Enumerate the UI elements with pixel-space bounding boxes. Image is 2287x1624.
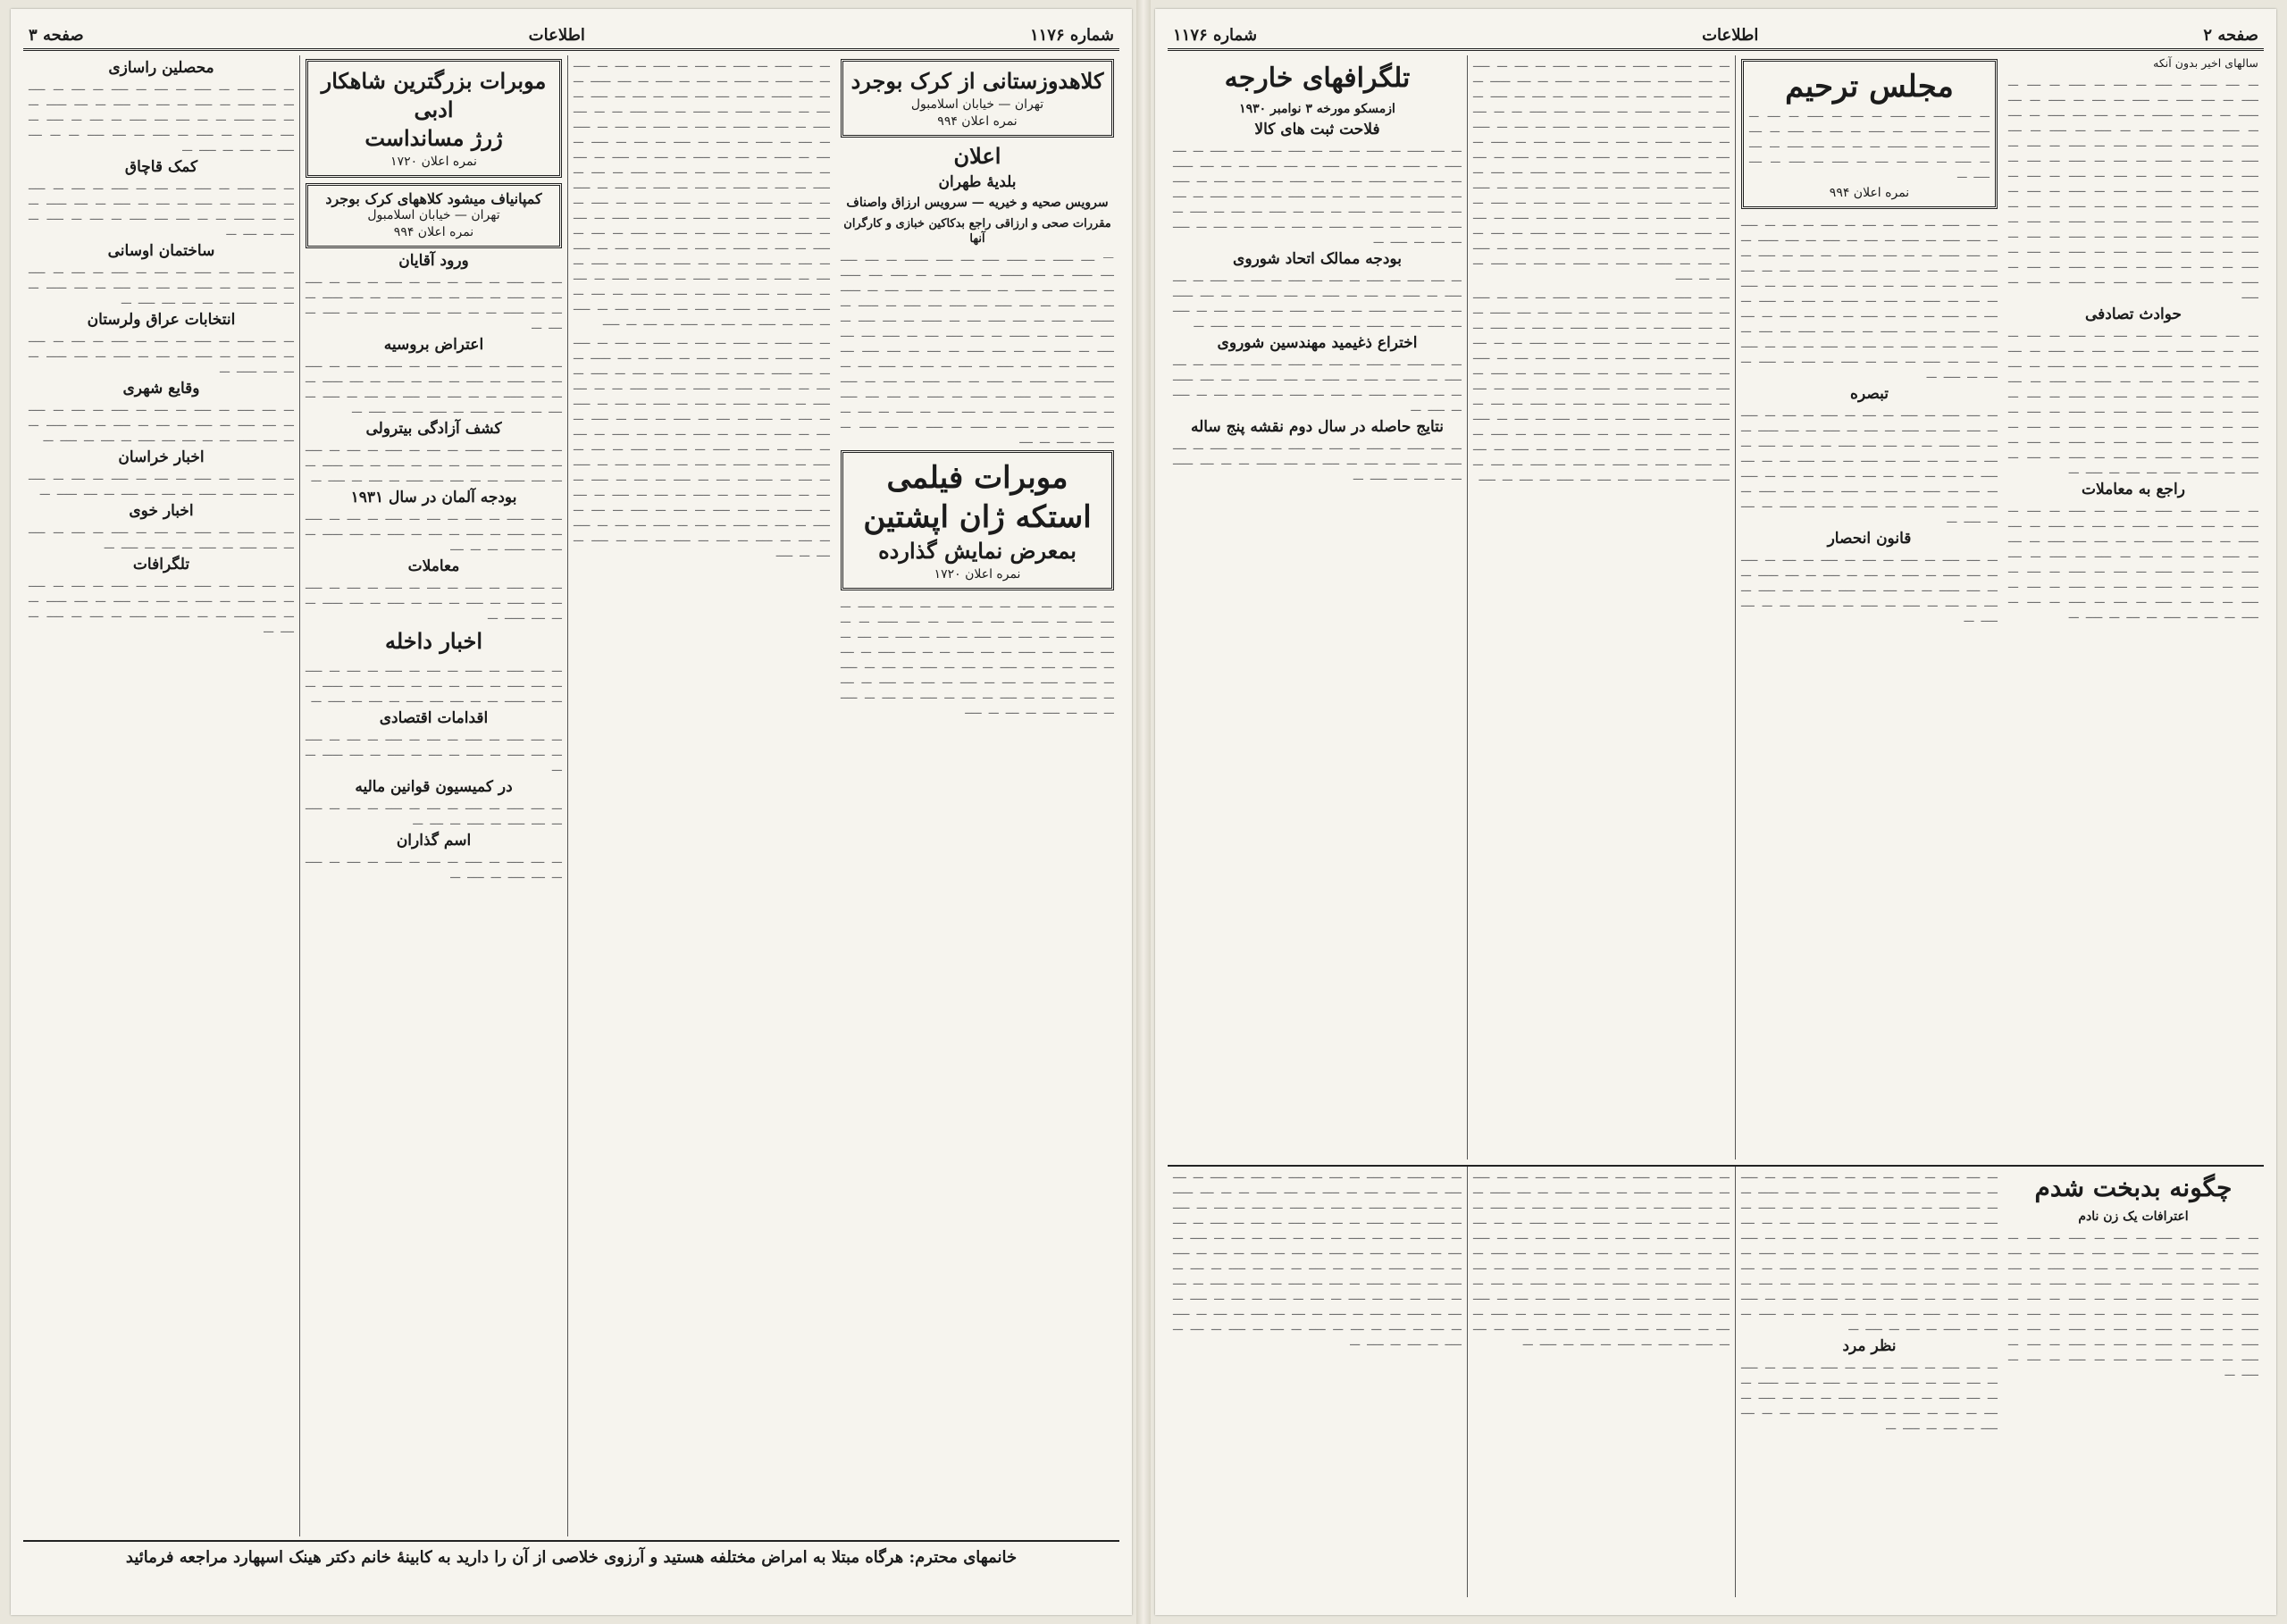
body-text: ـــ ــــ ـــــ ـــ ـــــ ـــ ــــ ـــ ـــــ ـــ ــــ ـــ ـــــ ـــ ــــ ـــــ ـــ ـــــ ـــ bbox=[306, 852, 562, 881]
body-text: ـــ ــــ ـــــ ـــ ـــــ ـــ ــــ ـــ ـــــ ـــ ــــ ـــ ـــــ ـــ ــــ ـــــ ـــ ـــــ ـــ ــــ ـــ ـــــ ـــ ــــ ــــــ ـــ bbox=[29, 469, 294, 498]
body-text: ـــ ــــ ـــــ ـــ ـــــ ـــ ــــ ـــ ـــــ ـــ ــــ ـــ ـــــ ـــ ــــ ـــــ ـــ ـــــ ـــ ــــ ـــ ـــــ ـــ ــــ ــــــ ـــ ـــ ــــ ــــــ ـــ ـــ ــــ ــــ ـــــ ـــ ــــ ـــ ـــــ ـــ ــــ ـــ ــــ ـــ ـــــ ـــ ـــــ ـــ ــــ ـــــ ـــ bbox=[306, 356, 562, 415]
story-column-4 bbox=[1168, 1167, 1467, 1597]
film-advert-subtitle: بمعرض نمایش گذارده bbox=[878, 538, 1076, 564]
body-text: ـــ ــــ ـــــ ـــ ـــــ ـــ ــــ ـــ ـــــ ـــ ــــ ـــ ـــــ ـــ ــــ ـــــ ـــ ـــــ ـــ ــــ ـــ ـــــ ـــ ــــ ــــــ ـــ ـــ ــــ ــــــ ـــ ـــ ــــ ــــ ـــــ ـــ ــــ ـــ ـــــ ـــ ــــ ـــ ــــ ـــ ـــــ ـــ ـــــ ـــ bbox=[1173, 355, 1462, 414]
page-number: صفحه ۳ bbox=[29, 25, 84, 45]
body-text: ـــ ــــ ـــــ ـــ ـــــ ـــ ــــ ـــ ـــــ ـــ ــــ ـــ ـــــ ـــ ــــ ـــــ ـــ ـــــ ـــ ــــ ـــ ـــــ ـــ ــــ ــــــ ـــ ـــ ــــ ــــــ ـــ ـــ ــــ ــــ ـــــ ـــ ــــ ـــ ـــــ ـــ ــــ ـــ ــــ ـــ ـــــ ـــ ـــــ ـــ ــــ ـــــ ـــ ـــ ــــ ـــــ ـــ ــــ ـــ ـــــ ـــ ــــ ـــ ـــــ ـــ ــــ ـــ ـــــ ـــ ــــ ـــ ـــــ ـــ ــــ ـــ ـــــ ـــ ــــ ـــ ـــــ ـــ ــــ ـــ ـــــ ـــ ــــ ـــ ـــــ ـــ ــــ ـــ ـــــ ـــ ــــ ـــ ـــــ ـــ ــــ ـــ ـــــ ـــ ــــ ـــ ـــــ ـــ ــــ ـــ ـــــ ـــ ــــ ـــ ـــــ ـــ ــــ ـــ ـــــ ـــ ــــ ـــ ـــــ ـــ ــــ ـــ ـــــ ـــ ــــ ـــ ـــــ ـــ ــــ ـــ ـــــ ـــ ــــ ـــ ـــــ ـــ ــــ ـــ ـــــ ـــ ــــ ـــ ـــــ ـــ ــــ ـــ ـــــ ـــ ــــ ـــ ـــــ ـــ ــــ ـــ ـــــ ـــ ــــ ـــ ـــــ ـــ ــــ ـــ ـــــ ـــ ــــ ـــ ـــــ ـــ ــــ ـــ ـــــ ـــ ــــ ـــ ـــــ ـــ ــــ ـــ ـــــ ـــ ــــ ـــ ـــــ ـــ ــــ ـــ ـــــ bbox=[1473, 56, 1730, 282]
section-heading: وقایع شهری bbox=[122, 380, 200, 398]
literary-advert-title: موبرات بزرگترین شاهکار ادبی bbox=[321, 68, 547, 122]
section-heading: ساختمان اوسانی bbox=[107, 242, 215, 260]
body-text: ـــ ــــ ـــــ ـــ ـــــ ـــ ــــ ـــ ـــــ ـــ ــــ ـــ ـــــ ـــ ــــ ـــــ ـــ ـــــ ـــ ــــ ـــ ـــــ ـــ ــــ ــــــ ـــ ـــ ــــ ــــــ ـــ ـــ ــــ ــــ ـــــ ـــ ــــ ـــ ـــــ ـــ ــــ ـــ ــــ ـــ ـــــ ـــ ـــــ ـــ ــــ ـــــ ـــ ـــ ــــ ـــــ ـــ ــــ ـــ ـــــ ـــ ــــ ـــ ـــــ ـــ ــــ ـــ ـــــ ـــ ــــ ـــ ـــــ ـــ ــــ ـــ ـــــ ـــ ــــ ـــ ـــــ ـــ ــــ ـــ ـــــ ـــ ــــ ـــ ـــــ ـــ ــــ ـــ ـــــ ـــ ــــ ـــ ـــــ ـــ bbox=[2008, 501, 2258, 621]
column-3 bbox=[299, 55, 567, 1536]
column-r1 bbox=[2003, 55, 2264, 1159]
dateline: ازمسکو مورخه ۳ نوامبر ۱۹۳۰ bbox=[1239, 102, 1395, 116]
page-running-header bbox=[23, 21, 1119, 51]
body-text: ـــ ــــ ـــــ ـــ ـــــ ـــ ــــ ـــ ـــــ ـــ ــــ ـــ ـــــ ـــ ــــ ـــــ ـــ ـــــ ـــ ــــ ـــ ـــــ ـــ ــــ ــــــ ـــ ـــ ــــ ــــــ ـــ ـــ ــــ ــــ ـــــ ـــ ــــ ـــ ـــــ ـــ ــــ ـــ ــــ ـــ ـــــ ـــ ـــــ ـــ ــــ ـــــ ـــ ـــ ــــ ـــــ ـــ ــــ ـــ ـــــ ـــ bbox=[1741, 1358, 1998, 1432]
story-column-1 bbox=[2003, 1167, 2264, 1597]
column-4 bbox=[23, 55, 299, 1536]
regulations-heading: مقررات صحی و ارزاقی راجع بدکاکین خبازی و کارگران آنها bbox=[843, 217, 1111, 246]
body-text: ـــ ــــ ـــــ ـــ ـــــ ـــ ــــ ـــ ـــــ ـــ ــــ ـــ ـــــ ـــ ــــ ـــــ ـــ ـــــ ـــ ــــ ـــ ـــــ ـــ ــــ ــــــ ـــ ـــ ــــ ــــــ ـــ ـــ ــــ ــــ ـــــ ـــ ــــ ـــ ـــــ ـــ bbox=[306, 661, 562, 705]
body-text: ـــ ــــ ـــــ ـــ ـــــ ـــ ــــ ـــ ـــــ ـــ ــــ ـــ ـــــ ـــ ــــ ـــــ ـــ ـــــ ـــ ــــ ـــ ـــــ ـــ ــــ ــــــ ـــ ـــ ــــ ــــــ ـــ ـــ ــــ ــــ ـــــ ـــ ــــ ـــ ـــــ ـــ bbox=[29, 400, 294, 444]
section-heading: اسم گذاران bbox=[396, 832, 472, 850]
body-text: ـــ ــــ ـــــ ـــ ـــــ ـــ ــــ ـــ ـــــ ـــ ــــ ـــ ـــــ ـــ ــــ ـــــ ـــ ـــــ ـــ ــــ ـــ ـــــ ـــ ــــ ــــــ ـــ ـــ ــــ ــــــ ـــ ـــ ــــ ــــ ـــــ ـــ ــــ ـــ ـــــ ـــ ــــ ـــ ــــ ـــ ـــــ ـــ ـــــ ـــ ــــ ـــــ ـــ ـــ ــــ ـــــ ـــ ــــ ـــ ـــــ ـــ bbox=[1173, 271, 1462, 330]
footer-advert: خانمهای محترم: هرگاه مبتلا به امراض مختلفه هستید و آرزوی خلاصی از آن را دارید به کابینهٔ خانم دکتر هینک اسپهارد مراجعه فرمائید bbox=[23, 1540, 1119, 1597]
section-heading: قانون انحصار bbox=[1827, 530, 1912, 548]
body-text: ـــ ــــ ـــــ ـــ ـــــ ـــ ــــ ـــ ـــــ ـــ ــــ ـــ ـــــ ـــ ــــ ـــــ ـــ ـــــ ـــ ــــ ـــ ـــــ ـــ ــــ ــــــ ـــ ـــ ــــ ــــــ ـــ ـــ ــــ ــــ ـــــ ـــ ــــ ـــ ـــــ ـــ ــــ ـــ ــــ ـــ ـــــ ـــ ـــــ ـــ ــــ ـــــ ـــ ـــ ــــ ـــــ ـــ ــــ ـــ ـــــ ـــ ــــ ـــ ـــــ ـــ ــــ ـــ ـــــ ـــ ــــ ـــ ـــــ ـــ ــــ ـــ ـــــ ـــ ــــ ـــ ـــــ ـــ ــــ ـــ ـــــ ـــ ــــ ـــ ـــــ ـــ ــــ ـــ ـــــ ـــ ــــ ـــ ـــــ ـــ bbox=[1741, 406, 1998, 525]
body-text: ـــ ــــ ـــــ ـــ ـــــ ـــ ــــ ـــ ـــــ ـــ ــــ ـــ ـــــ ـــ ــــ ـــــ ـــ ـــــ ـــ ــــ ـــ ـــــ ـــ ــــ ــــــ ـــ ـــ ــــ ــــــ ـــ ـــ ــــ ــــ ـــــ ـــ ــــ ـــ ـــــ ـــ ــــ ـــ bbox=[29, 576, 294, 635]
issue-number: شماره ۱۱۷۶ bbox=[1029, 25, 1114, 45]
service-heading: سرویس صحیه و خیریه — سرویس ارزاق واصناف bbox=[846, 196, 1109, 210]
page-running-header bbox=[1168, 21, 2264, 51]
masthead-name: اطلاعات bbox=[1702, 25, 1759, 45]
story-title: چگونه بدبخت شدم bbox=[2034, 1173, 2233, 1202]
body-text: ـــ ــــ ـــــ ـــ ـــــ ـــ ــــ ـــ ـــــ ـــ ــــ ـــ ـــــ ـــ ــــ ـــــ ـــ ـــــ ـــ ــــ ـــ ـــــ ـــ ــــ ــــــ ـــ ـــ ــــ ــــــ ـــ ـــ ــــ ــــ ـــــ ـــ ــــ ـــ ـــــ ـــ ــــ ـــ ــــ ـــ ـــــ ـــ ـــــ ـــ ــــ ـــــ ـــ ـــ ــــ ـــــ ـــ ــــ ـــ ـــــ ـــ ــــ ـــ ـــــ ـــ ــــ ـــ ـــــ ـــ ــــ ـــ ـــــ ـــ ــــ ـــ ـــــ ـــ ــــ ـــ ـــــ ـــ ــــ ـــ ـــــ ـــ ــــ ـــ ـــــ ـــ ــــ ـــ ـــــ ـــ ــــ ـــ ـــــ ـــ ــــ ـــ ـــــ ـــ ــــ ـــ ـــــ ـــ ــــ ـــ ـــــ ـــ ــــ ـــ ـــــ ـــ ــــ ـــ ـــــ ـــ ــــ ـــ ـــــ ـــ ــــ ـــ ـــــ ـــ ــــ ـــ ـــــ ـــ ــــ ـــ ـــــ ـــ ــــ ـــ ـــــ ـــ ــــ ـــ ـــــ ـــ bbox=[1741, 1168, 1998, 1333]
body-text: ـــ ــــ ـــــ ـــ ـــــ ـــ ــــ ـــ ـــــ ـــ ــــ ـــ ـــــ ـــ ــــ ـــــ ـــ ـــــ ـــ ــــ ـــ ـــــ ـــ ــــ ــــــ ـــ ـــ ــــ ــــــ ـــ ـــ ــــ ــــ ـــــ ـــ ــــ ـــ ـــــ ـــ ــــ ـــ ــــ ـــ ـــــ ـــ ـــــ ـــ ــــ ـــــ ـــ ـــ ــــ ـــــ ـــ ــــ ـــ ـــــ ـــ ــــ ـــ ـــــ ـــ ــــ ـــ ـــــ ـــ ــــ ـــ ـــــ ـــ ــــ ـــ ـــــ ـــ ــــ ـــ ـــــ ـــ ــــ ـــ ـــــ ـــ ــــ ـــ ـــــ ـــ ــــ ـــ ـــــ ـــ ــــ ـــ ـــــ ـــ ــــ ـــ ـــــ ـــ ــــ ـــ ـــــ ـــ ــــ ـــ ـــــ ـــ ــــ ـــ ـــــ ـــ ــــ ـــ ـــــ ـــ ــــ ـــ ـــــ ـــ ــــ ـــ ـــــ ـــ ــــ ـــ ـــــ ـــ ــــ ـــ ـــــ ـــ ــــ ـــ ـــــ ـــ ــــ ـــ ـــــ ـــ ــــ ـــ ـــــ ـــ ــــ ـــ ـــــ ـــ ــــ ـــ ـــــ ـــ ــــ ـــ ـــــ ـــ bbox=[1473, 1168, 1730, 1348]
column-1 bbox=[835, 55, 1119, 1536]
section-heading: اخبار خراسان bbox=[118, 448, 205, 466]
section-heading: بودجه آلمان در سال ۱۹۳۱ bbox=[350, 489, 517, 506]
body-text: ـــ ــــ ـــــ ـــ ـــــ ـــ ــــ ـــ ـــــ ـــ ــــ ـــ ـــــ ـــ ــــ ـــــ ـــ ـــــ ـــ ــــ ـــ ـــــ ـــ ــــ ــــــ ـــ ـــ ــــ ــــــ ـــ ـــ ــــ ــــ ـــــ ـــ ــــ ـــ ـــــ ـــ ــــ ـــ ــــ ـــ ـــــ ـــ ـــــ ـــ ــــ ـــــ ـــ ـــ ــــ ـــــ ـــ ــــ ـــ ـــــ ـــ ــــ ـــ ـــــ ـــ ــــ ـــ ـــــ ـــ ــــ ـــ ـــــ ـــ ــــ ـــ ـــــ ـــ ــــ ـــ ـــــ ـــ ــــ ـــ ـــــ ـــ ــــ ـــ ـــــ ـــ ــــ ـــ ـــــ ـــ ــــ ـــ ـــــ ـــ ــــ ـــ ـــــ ـــ ــــ ـــ ـــــ ـــ ــــ ـــ ـــــ ـــ ــــ ـــ ـــــ ـــ ــــ ـــ ـــــ ـــ ــــ ـــ ـــــ ـــ ــــ ـــ ـــــ ـــ ــــ ـــ ـــــ ـــ ــــ ـــ ـــــ ـــ ــــ ـــ ـــــ ـــ ــــ ـــ ـــــ ـــ ــــ ـــ ـــــ ـــ ــــ ـــ ـــــ ـــ ــــ ـــ ـــــ ـــ ــــ ـــ ـــــ ـــ ــــ ـــ ـــــ ـــ ــــ ـــ ـــــ ـــ ــــ ـــ ـــــ ـــ ــــ ـــ ـــــ ـــ ــــ ـــ ـــــ ـــ ــــ ـــ ـــــ ـــ ــــ ـــ ـــــ ـــ ــــ ـــ ـــــ ـــ ــــ ـــ ـــــ ـــ ــــ ـــ ـــــ ـــ ــــ ـــ ـــــ ـــ ــــ ـــ ـــــ ـــ ــــ ـــ ـــــ ـــ ــــ ـــ ـــــ ـــ ــــ ـــ ـــــ ـــ ــــ ـــ ـــــ ـــ ــــ ـــ ـــــ ـــ ــــ ـــ ـــــ ـــ ــــ ـــ ـــــ ـــ ــــ ـــ ـــــ bbox=[574, 56, 830, 328]
body-text: ـــ ــــ ـــــ ـــ ـــــ ـــ ــــ ـــ ـــــ ـــ ــــ ـــ ـــــ ـــ ــــ ـــــ ـــ ـــــ ـــ ــــ ـــ ـــــ ـــ ــــ ــــــ ـــ ـــ ــــ ــــــ ـــ ـــ ــــ ــــ ـــــ ـــ bbox=[29, 263, 294, 306]
section-heading: معاملات bbox=[407, 557, 460, 575]
body-text: ـــ ــــ ـــــ ـــ ـــــ ـــ ــــ ـــ ـــــ ـــ ــــ ـــ ـــــ ـــ ــــ ـــــ ـــ ـــــ ـــ ــــ ـــ ـــــ ـــ ــــ ــــــ ـــ ـــ ــــ ــــــ ـــ bbox=[306, 578, 562, 622]
kork-advert-address: تهران — خیابان اسلامبول bbox=[367, 208, 500, 222]
announcement-title: اعلان bbox=[953, 143, 1001, 169]
film-advert-number: نمره اعلان ۱۷۲۰ bbox=[934, 567, 1021, 582]
memorial-notice-number: نمره اعلان ۹۹۴ bbox=[1829, 186, 1910, 200]
bottom-feature-band bbox=[1168, 1165, 2264, 1597]
section-heading: اخبار خوی bbox=[129, 502, 194, 520]
section-heading: نتایج حاصله در سال دوم نقشه پنج ساله bbox=[1190, 418, 1445, 436]
body-text: ـــ ــــ ـــــ ـــ ـــــ ـــ ــــ ـــ ـــــ ـــ ــــ ـــ ـــــ ـــ ــــ ـــــ ـــ ـــــ ـــ ــــ ـــ ـــــ ـــ ــــ ــــــ ـــ ـــ ــــ ــــــ ـــ ـــ ــــ ــــ ـــــ ـــ ــــ ـــ ـــــ ـــ ــــ ـــ ــــ ـــ ـــــ ـــ ـــــ ـــ ــــ ـــــ ـــ ـــ ــــ ـــــ ـــ ــــ ـــ ـــــ ـــ ــــ ـــ ـــــ ـــ ــــ ـــ ـــــ ـــ ــــ ـــ ـــــ ـــ ــــ ـــ ـــــ ـــ ــــ ـــ ـــــ ـــ ــــ ـــ ـــــ ـــ ــــ ـــ ـــــ ـــ ــــ ـــ ـــــ ـــ ــــ ـــ ـــــ ـــ ــــ ـــ ـــــ ـــ ــــ ـــ ـــــ ـــ ــــ ـــ ـــــ ـــ ــــ ـــ ـــــ ـــ ــــ ـــ ـــــ ـــ ــــ ـــ ـــــ ـــ ــــ ـــ ـــــ ـــ ــــ ـــ ـــــ ـــ ــــ ـــ ـــــ ـــ ــــ ـــ ـــــ ـــ ــــ ـــ ـــــ ـــ ــــ ـــ ـــــ ـــ ــــ ـــ ـــــ ـــ ــــ ـــ ـــــ ـــ ــــ ـــ ـــــ ـــ ــــ ـــ ـــــ ـــ ــــ ـــ ـــــ ـــ ــــ ـــ ـــــ ـــ ــــ ـــ ـــــ ـــ ــــ ـــ ـــــ ـــ ــــ ـــ ـــــ ـــ ــــ ـــ ـــــ ـــ ــــ ـــ ـــــ bbox=[574, 333, 830, 559]
body-text: ـــ ــــ ـــــ ـــ ـــــ ـــ ــــ ـــ ـــــ ـــ ــــ ـــ ـــــ ـــ ــــ ـــــ ـــ ـــــ ـــ ــــ ـــ ـــــ ـــ ــــ ــــــ ـــ ـــ ــــ ــــــ ـــ ـــ ــــ bbox=[306, 509, 562, 553]
issue-number: شماره ۱۱۷۶ bbox=[1173, 25, 1258, 45]
section-heading: اختراع ذغیمید مهندسین شوروی bbox=[1217, 334, 1418, 352]
section-heading: ورود آقایان bbox=[398, 252, 469, 270]
story-subtitle: اعترافات یک زن نادم bbox=[2078, 1210, 2189, 1224]
section-heading: حوادث تصادفی bbox=[2084, 306, 2182, 323]
body-text: ـــ ــــ ـــــ ـــ ـــــ ـــ ــــ ـــ ـــــ ـــ ــــ ـــ ـــــ ـــ ــــ ـــــ ـــ ـــــ ـــ ــــ ـــ bbox=[306, 799, 562, 827]
body-text: ـــ ــــ ـــــ ـــ ـــــ ـــ ــــ ـــ ـــــ ـــ ــــ ـــ ـــــ ـــ ــــ ـــــ ـــ ـــــ ـــ ــــ ـــ ـــــ ـــ ــــ ــــــ ـــ ـــ bbox=[306, 730, 562, 774]
municipality-heading: بلدیهٔ طهران bbox=[938, 173, 1017, 191]
kork-advert-box bbox=[306, 183, 562, 248]
kork-advert-number: نمره اعلان ۹۹۴ bbox=[393, 225, 474, 239]
hat-advert-address: تهران — خیابان اسلامبول bbox=[910, 97, 1044, 112]
body-text: ـــ ــــ ـــــ ـــ ـــــ ـــ ــــ ـــ ـــــ ـــ ــــ ـــ ـــــ ـــ ــــ ـــــ ـــ ـــــ ـــ ــــ ـــ ـــــ ـــ ــــ ــــــ ـــ ـــ ــــ ــــــ ـــ ـــ ــــ ــــ ـــــ ـــ ــــ ـــ ـــــ ـــ ــــ ـــ ــــ ـــ ـــــ ـــ ـــــ ـــ ــــ ـــــ ـــ ـــ ــــ ـــــ ـــ ــــ ـــ ـــــ ـــ ــــ ـــ ـــــ ـــ ــــ ـــ ـــــ ـــ ــــ ـــ ـــــ ـــ ــــ ـــ ـــــ ـــ ــــ ـــ ـــــ ـــ ــــ ـــ ـــــ ـــ ــــ ـــ ـــــ ـــ ــــ ـــ ـــــ ـــ ــــ ـــ ـــــ ـــ ــــ ـــ ـــــ ـــ ــــ ـــ ـــــ ـــ ــــ ـــ ـــــ ـــ ــــ ـــ ـــــ ـــ ــــ ـــ ـــــ ـــ ــــ ـــ ـــــ ـــ ــــ ـــ ـــــ ـــ ــــ ـــ ـــــ ـــ ــــ ـــ ـــــ ـــ ــــ ـــ ـــــ ـــ ــــ ـــ ـــــ ـــ ــــ ـــ ـــــ ـــ ــــ ـــ ـــــ ـــ ــــ ـــ ـــــ ـــ ــــ ـــ ـــــ ـــ ــــ ـــ ـــــ ـــ ــــ ـــ ـــــ ـــ ــــ ـــ ـــــ ـــ ــــ ـــ ـــــ ـــ bbox=[1173, 1168, 1462, 1348]
section-heading: بودجه ممالک اتحاد شوروی bbox=[1233, 250, 1402, 268]
body-text: — ــــ ــــــ ـــ ــــــ ـــــ ــــ ـــــ ـــــــ ـــ ــــ ـــــ ــــ ــــــ ـــ ــــ ـــــــ ـــ ــــ ـــــ ـــ ـــــ ــــ ــــــ ـــ ــــ ـــــ ـــ ــــــ ـــ ـــــــ ـــ ــــ ـــــ ــــ ـــ ــــــ ـــ ــــ ـــــ ـــ ــــ ـــــ ــــ ـــــ ــــ ـــــ ـــ ــــــ ـــ ـــــــ ـــ ــــ ـــ ــــ ـــــ ــــ ـــ ــــــ ـــ ــــ ـــــ ـــ ــــ ـــــ ــــ ـــ ــــــ ـــ ــــ ـــــ ــــ ـــ ـــــ ــــ ــــ ـــــ ـــ ـــــ ــــ ـــ ــــ ـــــ ـــ ــــ ـــ ــــ ـــــ ــــ ـــ ــــــ ـــ ــــ ـــ ـــــ ـــ ــــ ـــ ــــ ـــ ـــــ ــــ ـــ ــــــ ـــ ــــ ـــــ ـــ ـــــ ـــ ــــ ـــــ ـــ ــــ ـــ ـــــ ـــ ـــــ ـــ ــــ ـــــ ـــ ـــــ ـــ ـــــ ـــ ــــ ــــ ـــــ ـــ ــــ ـــ ـــــ ـــ ـــــ ـــ ــــ ـــــ ـــ ـــــ ـــ ــــ ـــ ـــــ ـــ ــــ ـــ ــــ ـــ ـــــ ـــ ـــــ ـــ ــــ ـــــ ـــ ـــــ ـــ ـــــ ـــ ــــ bbox=[841, 250, 1114, 446]
column-2 bbox=[567, 55, 835, 1536]
section-heading: راجع به معاملات bbox=[2082, 481, 2185, 498]
newspaper-page-left bbox=[11, 9, 1132, 1615]
page-fold bbox=[1136, 0, 1151, 1624]
body-text: ـــ ــــ ـــــ ـــ ـــــ ـــ ــــ ـــ ـــــ ـــ ــــ ـــ ـــــ ـــ ــــ ـــــ ـــ ـــــ ـــ ــــ ـــ ـــــ ـــ ــــ ــــــ ـــ ـــ ــــ ــــــ ـــ ـــ ــــ ــــ ـــــ ـــ bbox=[1173, 439, 1462, 482]
lead-text: سالهای اخیر بدون آنکه bbox=[2153, 56, 2258, 70]
column-r3 bbox=[1467, 55, 1735, 1159]
section-heading: اقدامات اقتصادی bbox=[379, 709, 489, 727]
section-heading: انتخابات عراق ولرستان bbox=[87, 311, 236, 329]
memorial-notice-title: مجلس ترحیم bbox=[1785, 69, 1954, 105]
literary-advert-number: نمره اعلان ۱۷۲۰ bbox=[390, 155, 477, 169]
body-text: ـــ ــــ ـــــ ـــ ـــــ ـــ ــــ ـــ ـــــ ـــ ــــ ـــ ـــــ ـــ ــــ ـــــ ـــ ـــــ ـــ ــــ ـــ ـــــ ـــ ــــ ــــــ ـــ ـــ ــــ ــــــ ـــ ـــ ــــ ــــ ـــــ ـــ ــــ ـــ ـــــ ـــ bbox=[306, 440, 562, 484]
section-heading: اعتراض بروسیه bbox=[383, 336, 484, 354]
newspaper-page-right bbox=[1155, 9, 2276, 1615]
body-text: ـــ ــــ ـــــ ـــ ـــــ ـــ ــــ ـــ ـــــ ـــ ــــ ـــ ـــــ ـــ ــــ ـــــ ـــ ـــــ ـــ ــــ ـــ ـــــ ـــ ــــ ــــــ ـــ ـــ ــــ ــــــ ـــ ـــ ــــ ــــ ـــــ ـــ ــــ ـــ ـــــ ـــ ــــ ـــ ــــ ـــ ـــــ ـــ ـــــ ـــ ــــ ـــــ ـــ ـــ ــــ ـــــ ـــ ــــ ـــ ـــــ ـــ ــــ ـــ ـــــ ـــ ــــ ـــ ـــــ ـــ ــــ ـــ ـــــ ـــ ــــ ـــ ـــــ ـــ ــــ ـــ ـــــ ـــ ــــ ـــ ـــــ ـــ ــــ ـــ ـــــ ـــ ــــ ـــ ـــــ ـــ ــــ ـــ ـــــ ـــ ــــ ـــ ـــــ ـــ ــــ ـــ ـــــ ـــ ــــ ـــ ـــــ bbox=[841, 597, 1114, 716]
section-heading: تلگرافات bbox=[132, 556, 190, 573]
column-r2 bbox=[1735, 55, 2003, 1159]
section-heading: محصلین راسازی bbox=[108, 59, 214, 77]
section-heading: در کمیسیون قوانین مالیه bbox=[355, 778, 513, 796]
body-text: ـــ ــــ ـــــ ـــ ـــــ ـــ ــــ ـــ ـــــ ـــ ــــ ـــ ـــــ ـــ ــــ ـــــ ـــ ـــــ ـــ ــــ ـــ ـــــ ـــ ــــ ــــــ ـــ ـــ ــــ ــــــ ـــ ـــ ــــ ــــ ـــــ ـــ ــــ ـــ ـــــ ـــ ــــ ـــ ــــ ـــ bbox=[29, 179, 294, 238]
body-text: ـــ ــــ ـــــ ـــ ـــــ ـــ ــــ ـــ ـــــ ـــ ــــ ـــ ـــــ ـــ ــــ ـــــ ـــ ـــــ ـــ ــــ ـــ ـــــ ـــ ــــ ــــــ ـــ ـــ ــــ ــــــ ـــ ـــ ــــ ــــ ـــــ ـــ ــــ ـــ ـــــ ـــ ــــ ـــ ــــ ـــ ـــــ ـــ ـــــ ـــ ــــ ـــــ ـــ ـــ ــــ ـــــ ـــ ــــ ـــ ـــــ ـــ ــــ ـــ ـــــ ـــ ــــ ـــ ـــــ ـــ ــــ ـــ ـــــ ـــ ــــ ـــ ـــــ ـــ ــــ ـــ ـــــ ـــ ــــ ـــ ـــــ ـــ ــــ ـــ ـــــ ـــ ــــ ـــ ـــــ ـــ ــــ ـــ ـــــ ـــ ــــ ـــ ـــــ ـــ ــــ ـــ ـــــ ـــ ــــ ـــ ـــــ ـــ ــــ ـــ ـــــ ـــ bbox=[2008, 1228, 2258, 1378]
hat-advert-number: نمره اعلان ۹۹۴ bbox=[937, 114, 1018, 129]
kork-advert-title: کمپانیاف میشود کلاههای کرک بوجرد bbox=[325, 190, 542, 207]
body-text: ـــ ــــ ـــــ ـــ ـــــ ـــ ــــ ـــ ـــــ ـــ ــــ ـــ ـــــ ـــ ــــ ـــــ ـــ ـــــ ـــ ــــ ـــ ـــــ ـــ ــــ ــــــ ـــ ـــ ــــ ــــــ ـــ ـــ ــــ ــــ ـــــ ـــ ــــ ـــ ـــــ ـــ ــــ ـــ ــــ ـــ ـــــ ـــ ـــــ ـــ ــــ ـــــ ـــ ـــ ــــ ـــــ ـــ bbox=[1741, 550, 1998, 624]
page-number: صفحه ۲ bbox=[2203, 25, 2258, 45]
hat-advert-box bbox=[841, 59, 1114, 138]
body-text: ـــ ــــ ـــــ ـــ ـــــ ـــ ــــ ـــ ـــــ ـــ ــــ ـــ ـــــ ـــ ــــ ـــــ ـــ ـــــ ـــ ــــ ـــ ـــــ ـــ ــــ ــــــ ـــ ـــ ــــ ــــــ ـــ ـــ ــــ ــــ ـــــ ـــ ــــ ـــ ـــــ ـــ ــــ ـــ ــــ ـــ ـــــ ـــ ـــــ ـــ ــــ ـــــ ـــ ـــ ــــ ـــــ ـــ ــــ ـــ ـــــ ـــ ــــ ـــ ـــــ ـــ ــــ ـــ ـــــ ـــ ــــ ـــ ـــــ ـــ ــــ ـــ ـــــ ـــ ــــ ـــ ـــــ ـــ ــــ ـــ ـــــ ـــ ــــ ـــ ـــــ ـــ ــــ ـــ ـــــ ـــ ــــ ـــ ـــــ ـــ ــــ ـــ ـــــ ـــ ــــ ـــ ـــــ ـــ ــــ ـــ ـــــ ـــ ــــ ـــ ـــــ ـــ ــــ ـــ ـــــ ـــ ــــ ـــ ـــــ ـــ bbox=[2008, 326, 2258, 476]
memorial-notice-text: ـــ ــــ ـــــ ـــ ـــــ ـــ ــــ ـــ ـــــ ـــ ــــ ـــ ـــــ ـــ ــــ ـــــ ـــ ـــــ ـــ ــــ ـــ ـــــ ـــ ــــ ــــــ ـــ ـــ ــــ ــــــ ـــ ـــ ــــ ــــ ـــــ ـــ ــــ ـــ ـــــ ـــ ــــ ـــ ــــ ـــ ـــــ ـــ ـــــ ـــ ــــ ـــــ ـــ bbox=[1749, 107, 1990, 180]
body-text: ـــ ــــ ـــــ ـــ ـــــ ـــ ــــ ـــ ـــــ ـــ ــــ ـــ ـــــ ـــ ــــ ـــــ ـــ ـــــ ـــ ــــ ـــ ـــــ ـــ ــــ ــــــ ـــ ـــ ــــ ــــــ ـــ ـــ ــــ ــــ ـــــ ـــ ــــ ـــ ـــــ ـــ ــــ ـــ ــــ ـــ ـــــ ـــ ـــــ ـــ ــــ ـــــ ـــ ـــ ــــ ـــــ ـــ ــــ ـــ ـــــ ـــ ــــ ـــ ـــــ ـــ ــــ ـــ ـــــ ـــ ــــ ـــ ـــــ ـــ ــــ ـــ ـــــ ـــ ــــ ـــ ـــــ ـــ ــــ ـــ ـــــ ـــ ــــ ـــ ـــــ ـــ ــــ ـــ ـــــ ـــ ــــ ـــ ـــــ ـــ ــــ ـــ ـــــ ـــ ــــ ـــ ـــــ ـــ ــــ ـــ ـــــ ـــ ــــ ـــ ـــــ ـــ ــــ ـــ ـــــ ـــ ــــ ـــ ـــــ ـــ ــــ ـــ ـــــ ـــ ــــ ـــ ـــــ ـــ ــــ ـــ ـــــ ـــ ــــ ـــ ـــــ ـــ ــــ ـــ ـــــ ـــ ــــ ـــ ـــــ ـــ ــــ ـــ ـــــ ـــ ــــ ـــ ـــــ ـــ ــــ ـــ ـــــ ـــ ــــ ـــ ـــــ ـــ ــــ ـــ ـــــ ـــ ــــ ـــ ـــــ ـــ ــــ ـــ ـــــ bbox=[1473, 288, 1730, 483]
masthead-name: اطلاعات bbox=[528, 25, 585, 45]
film-advert-title: موبرات فیلمی استکه ژان اپشتین bbox=[863, 460, 1092, 535]
section-heading: نظر مرد bbox=[1842, 1337, 1897, 1355]
hat-advert-title: کلاهدوزستانی از کرک بوجرد bbox=[850, 68, 1104, 94]
film-advert-box bbox=[841, 450, 1114, 590]
column-r4 bbox=[1168, 55, 1467, 1159]
body-text: ـــ ــــ ـــــ ـــ ـــــ ـــ ــــ ـــ ـــــ ـــ ــــ ـــ ـــــ ـــ ــــ ـــــ ـــ ـــــ ـــ ــــ ـــ ـــــ ـــ ــــ ــــــ ـــ ـــ ــــ ــــــ ـــ bbox=[29, 331, 294, 375]
body-text: ـــ ــــ ـــــ ـــ ـــــ ـــ ــــ ـــ ـــــ ـــ ــــ ـــ ـــــ ـــ ــــ ـــــ ـــ ـــــ ـــ ــــ ـــ ـــــ ـــ ــــ ــــــ ـــ ـــ ــــ ــــــ ـــ ـــ ــــ ــــ ـــــ ـــ ــــ ـــ ـــــ ـــ ــــ ـــ ــــ ـــ ـــــ ـــ ـــــ ـــ ــــ ـــــ ـــ ـــ ــــ ـــــ ـــ ــــ ـــ ـــــ ـــ ــــ ـــ ـــــ ـــ ــــ ـــ ـــــ ـــ ــــ ـــ ـــــ ـــ ــــ ـــ ـــــ ـــ ــــ ـــ ـــــ ـــ ــــ ـــ ـــــ ـــ ــــ ـــ ـــــ ـــ ــــ ـــ ـــــ ـــ ــــ ـــ ـــــ ـــ ــــ ـــ ـــــ ـــ ــــ ـــ ـــــ ـــ ــــ ـــ ـــــ ـــ ــــ ـــ ـــــ ـــ ــــ ـــ ـــــ ـــ ــــ ـــ ـــــ ـــ ــــ ـــ ـــــ ـــ ــــ ـــ ـــــ ـــ ــــ ـــ ـــــ ـــ ــــ ـــ ـــــ ـــ ــــ ـــ ـــــ ـــ ــــ ـــ ـــــ ـــ ــــ ـــ ـــــ ـــ ــــ ـــ ـــــ ـــ ــــ ـــ ـــــ ـــ ــــ ـــ ـــــ ـــ ــــ ـــ ـــــ ـــ ــــ ـــ ـــــ ـــ ــــ ـــ ـــــ bbox=[2008, 75, 2258, 301]
literary-advert-author: ژرژ مسانداست bbox=[364, 125, 503, 151]
memorial-notice-box bbox=[1741, 59, 1998, 209]
body-text: ـــ ــــ ـــــ ـــ ـــــ ـــ ــــ ـــ ـــــ ـــ ــــ ـــ ـــــ ـــ ــــ ـــــ ـــ ـــــ ـــ ــــ ـــ ـــــ ـــ ــــ ــــــ ـــ ـــ ــــ ــــــ ـــ ـــ ــــ ــــ ـــــ ـــ ــــ ـــ ـــــ ـــ ــــ ـــ bbox=[306, 272, 562, 331]
domestic-news-title: اخبار داخله bbox=[384, 628, 482, 654]
section-heading: کمک قاچاق bbox=[124, 158, 198, 176]
story-column-3 bbox=[1467, 1167, 1735, 1597]
section-heading: کشف آزادگی بیترولی bbox=[365, 420, 502, 438]
body-text: ـــ ــــ ـــــ ـــ ـــــ ـــ ــــ ـــ ـــــ ـــ ــــ ـــ ـــــ ـــ ــــ ـــــ ـــ ـــــ ـــ ــــ ـــ ـــــ ـــ ــــ ــــــ ـــ ـــ ــــ ــــــ ـــ ـــ ــــ ــــ ـــــ ـــ ــــ ـــ ـــــ ـــ ــــ ـــ ــــ ـــ ـــــ ـــ ـــــ ـــ ــــ ـــــ ـــ ـــ ــــ ـــــ ـــ ــــ ـــ ـــــ ـــ ــــ ـــ ـــــ ـــ ــــ ـــ ـــــ ـــ ــــ ـــ ـــــ ـــ ــــ ـــ ـــــ ـــ ــــ ـــ ـــــ ـــ ــــ ـــ ـــــ ـــ ــــ ـــ ـــــ ـــ ــــ ـــ ـــــ ـــ ــــ ـــ ـــــ ـــ ــــ ـــ ـــــ ـــ ــــ ـــ ـــــ ـــ ــــ ـــ ـــــ ـــ ــــ ـــ ـــــ ـــ ــــ ـــ ـــــ ـــ ــــ ـــ ـــــ ـــ ــــ ـــ ـــــ ـــ ــــ ـــ ـــــ ـــ ــــ ـــ ـــــ ـــ ــــ ـــ ـــــ ـــ bbox=[1741, 215, 1998, 381]
body-text: ـــ ــــ ـــــ ـــ ـــــ ـــ ــــ ـــ ـــــ ـــ ــــ ـــ ـــــ ـــ ــــ ـــــ ـــ ـــــ ـــ ــــ ـــ ـــــ ـــ ــــ ــــــ ـــ ـــ ــــ ــــــ ـــ ـــ ــــ ــــ ـــــ ـــ ــــ ـــ ـــــ ـــ ــــ ـــ ــــ ـــ ـــــ ـــ ـــــ ـــ ــــ ـــــ ـــ ـــ ــــ ـــــ ـــ ــــ ـــ ـــــ ـــ bbox=[29, 80, 294, 154]
section-heading: تبصره bbox=[1850, 385, 1889, 403]
body-text: ـــ ــــ ـــــ ـــ ـــــ ـــ ــــ ـــ ـــــ ـــ ــــ ـــ ـــــ ـــ ــــ ـــــ ـــ ـــــ ـــ ــــ ـــ ـــــ ـــ ــــ ــــــ ـــ ـــ ــــ ــــــ ـــ ـــ ــــ ــــ ـــــ ـــ ــــ ـــ ـــــ ـــ ــــ ـــ ــــ ـــ ـــــ ـــ ـــــ ـــ ــــ ـــــ ـــ ـــ ــــ ـــــ ـــ ــــ ـــ ـــــ ـــ ــــ ـــ ـــــ ـــ ــــ ـــ ـــــ ـــ ــــ ـــ ـــــ ـــ ــــ ـــ ـــــ ـــ ــــ ـــ ـــــ ـــ ــــ ـــ ـــــ ـــ ــــ ـــ ـــــ ـــ ــــ ـــ ـــــ ـــ ــــ ـــ ـــــ ـــ bbox=[1173, 141, 1462, 246]
section-heading: فلاحت ثبت های کالا bbox=[1254, 121, 1380, 138]
body-text: ـــ ــــ ـــــ ـــ ـــــ ـــ ــــ ـــ ـــــ ـــ ــــ ـــ ـــــ ـــ ــــ ـــــ ـــ ـــــ ـــ ــــ ـــ ـــــ ـــ bbox=[29, 523, 294, 551]
foreign-telegrams-title: تلگرافهای خارجه bbox=[1224, 63, 1411, 94]
literary-advert-box bbox=[306, 59, 562, 178]
story-column-2 bbox=[1735, 1167, 2003, 1597]
